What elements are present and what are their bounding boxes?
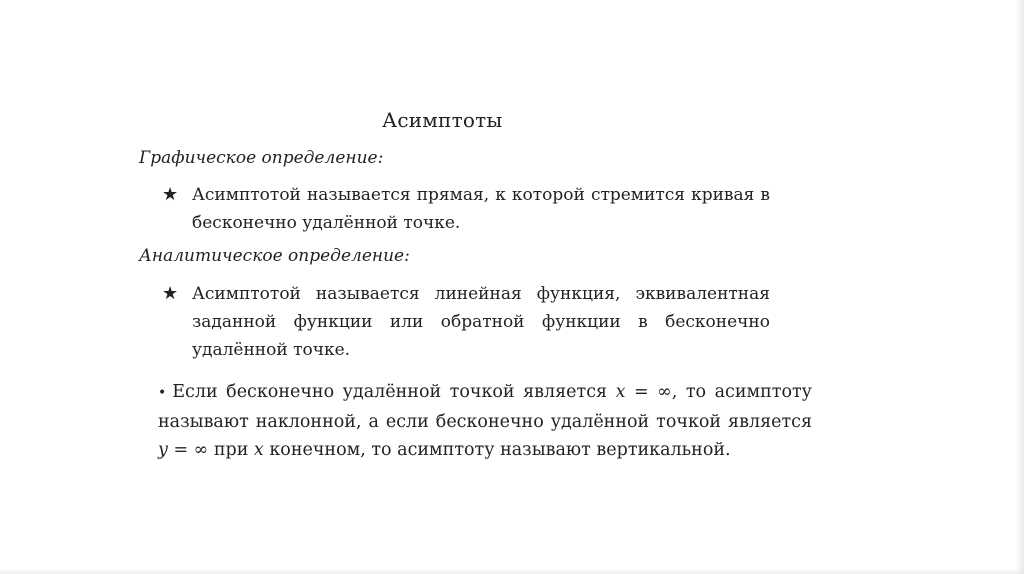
analytical-definition-heading: Аналитическое определение: xyxy=(139,246,410,266)
graphical-definition-heading: Графическое определение: xyxy=(139,148,384,168)
slide-edge-shadow xyxy=(1016,0,1024,574)
slide-title: Асимптоты xyxy=(382,108,503,132)
note-math-y-infinity: y = ∞ xyxy=(158,440,209,460)
bullet-icon: • xyxy=(158,385,167,401)
asymptote-types-note xyxy=(158,378,812,465)
star-icon: ★ xyxy=(162,184,179,205)
note-text-part2: , то асимптоту называют наклонной, а если бесконечно удалённой точкой является xyxy=(158,382,812,432)
analytical-definition-text: Асимптотой называется линейная функция, эквивалентная заданной функции или обратной функции в бесконечно удалённой точке. xyxy=(192,284,770,360)
note-math-x: x xyxy=(253,440,264,460)
note-text-part1: Если бесконечно удалённой точкой является xyxy=(172,382,616,402)
slide-bottom-shadow xyxy=(0,568,1024,574)
graphical-definition-text: Асимптотой называется прямая, к которой стремится кривая в бесконечно удалённой точке. xyxy=(192,185,770,233)
star-icon: ★ xyxy=(162,283,179,304)
note-text-part3: при xyxy=(208,440,254,460)
note-text-part4: конечном, то асимптоту называют вертикальной. xyxy=(263,440,731,460)
note-math-x-infinity: x = ∞ xyxy=(615,382,672,402)
